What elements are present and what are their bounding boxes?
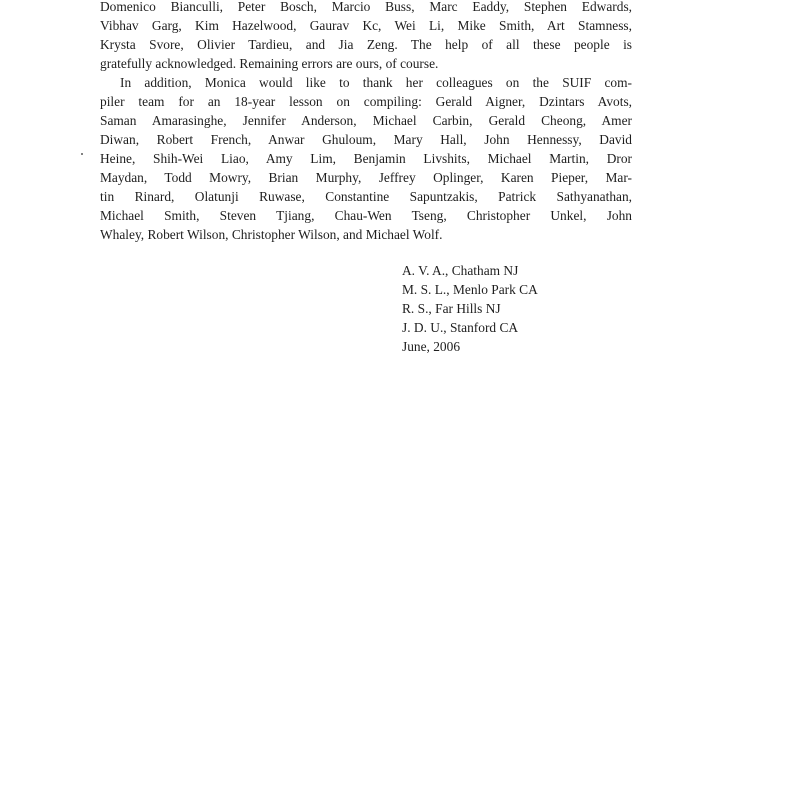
margin-speck bbox=[81, 153, 83, 155]
text-line: Krysta Svore, Olivier Tardieu, and Jia Zeng. The help of all these people is bbox=[100, 37, 632, 52]
signature-date: June, 2006 bbox=[402, 339, 461, 354]
signature-line: R. S., Far Hills NJ bbox=[402, 301, 501, 316]
signature-line: J. D. U., Stanford CA bbox=[402, 320, 519, 335]
signature-line: A. V. A., Chatham NJ bbox=[402, 263, 519, 278]
text-line: In addition, Monica would like to thank her colleagues on the SUIF com- bbox=[120, 75, 632, 90]
text-line: Michael Smith, Steven Tjiang, Chau-Wen Tseng, Christopher Unkel, John bbox=[100, 208, 632, 223]
text-line: piler team for an 18-year lesson on compiling: Gerald Aigner, Dzintars Avots, bbox=[100, 94, 632, 109]
text-line: Whaley, Robert Wilson, Christopher Wilson, and Michael Wolf. bbox=[100, 227, 443, 242]
text-line: Saman Amarasinghe, Jennifer Anderson, Michael Carbin, Gerald Cheong, Amer bbox=[100, 113, 632, 128]
text-line: tin Rinard, Olatunji Ruwase, Constantine Sapuntzakis, Patrick Sathyanathan, bbox=[100, 189, 632, 204]
text-line: gratefully acknowledged. Remaining errors are ours, of course. bbox=[100, 56, 439, 71]
text-line: Heine, Shih-Wei Liao, Amy Lim, Benjamin Livshits, Michael Martin, Dror bbox=[100, 151, 632, 166]
text-line: Maydan, Todd Mowry, Brian Murphy, Jeffrey Oplinger, Karen Pieper, Mar- bbox=[100, 170, 632, 185]
text-line: Diwan, Robert French, Anwar Ghuloum, Mary Hall, John Hennessy, David bbox=[100, 132, 632, 147]
text-line: Vibhav Garg, Kim Hazelwood, Gaurav Kc, Wei Li, Mike Smith, Art Stamness, bbox=[100, 18, 632, 33]
signature-line: M. S. L., Menlo Park CA bbox=[402, 282, 538, 297]
text-line: Domenico Bianculli, Peter Bosch, Marcio Buss, Marc Eaddy, Stephen Edwards, bbox=[100, 0, 632, 14]
